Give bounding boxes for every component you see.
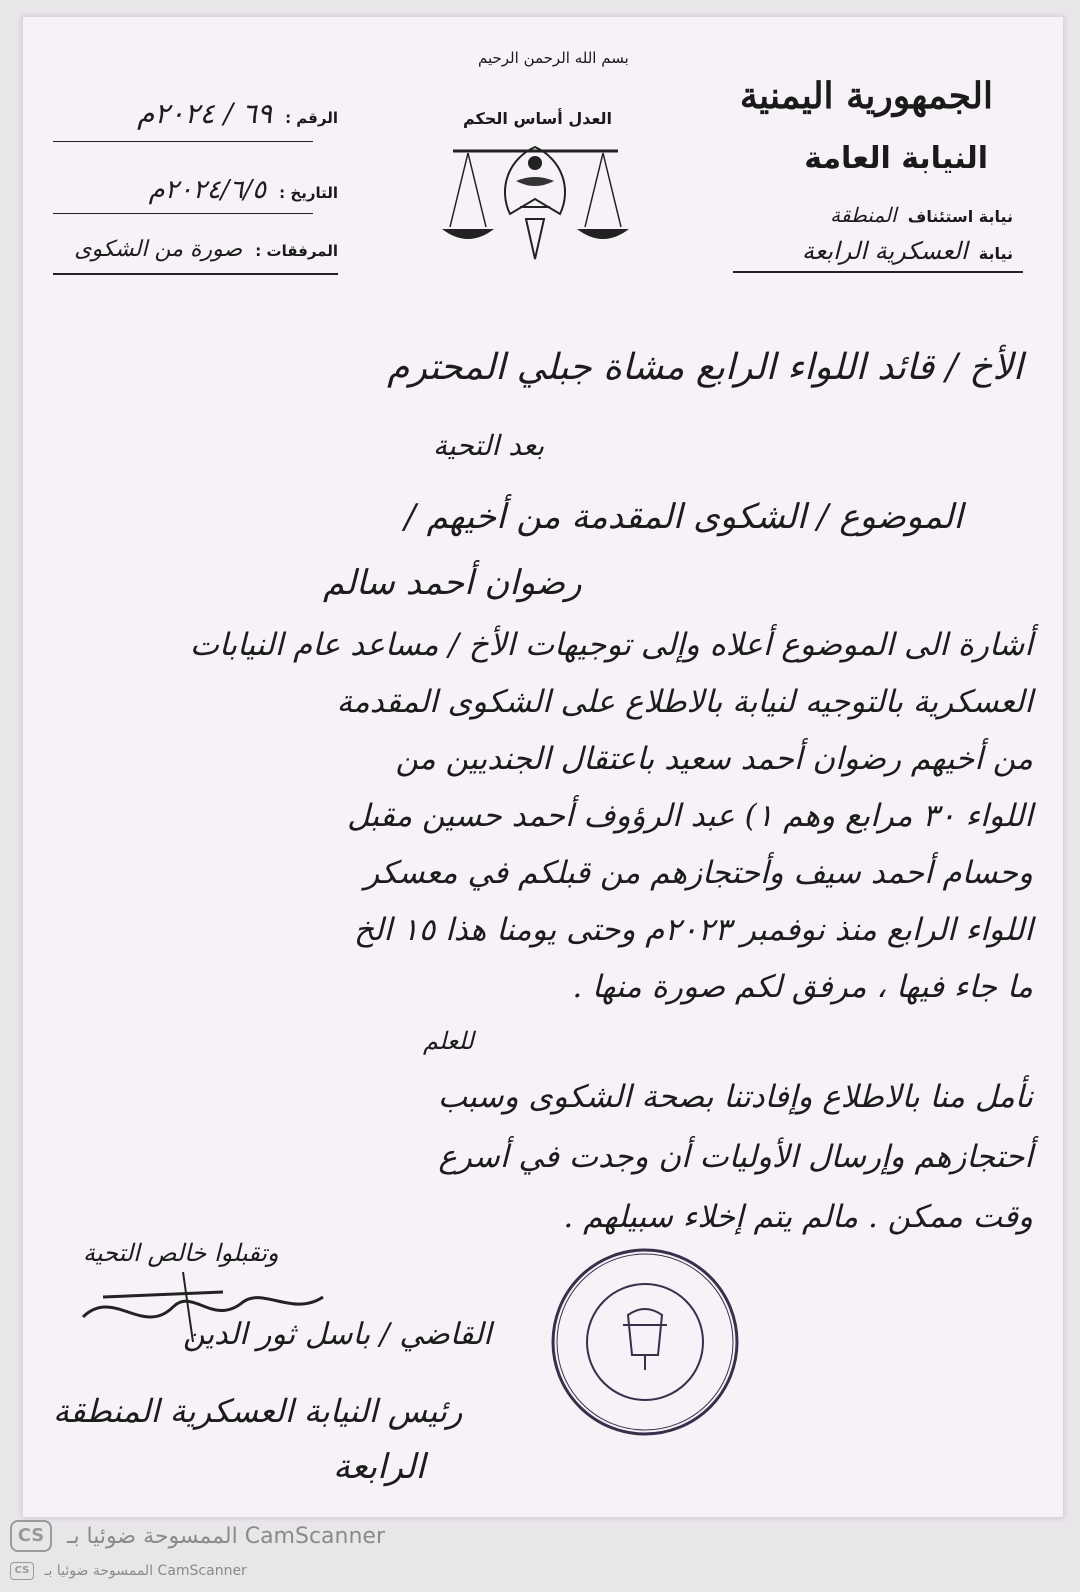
attachments-row (53, 237, 338, 262)
greeting-line: بعد التحية (433, 429, 545, 462)
camscanner-text-2: الممسوحة ضوئيا بـ CamScanner (44, 1563, 247, 1579)
camscanner-text-1: الممسوحة ضوئيا بـ CamScanner (67, 1523, 385, 1549)
attachments-label: المرفقات : (255, 242, 338, 260)
office-label-2: نيابة (978, 244, 1013, 263)
subject-line-1: الموضوع / الشكوى المقدمة من أخيهم / (404, 497, 963, 537)
office-line-2 (802, 237, 1013, 265)
margin-note: للعلم (423, 1027, 474, 1055)
camscanner-logo-icon-small: CS (10, 1562, 34, 1580)
date-underline (53, 213, 313, 214)
p2-line: نأمل منا بالاطلاع وإفادتنا بصحة الشكوى وسبب (437, 1079, 1033, 1115)
p1-line: ما جاء فيها ، مرفق لكم صورة منها . (572, 969, 1033, 1005)
country-name: الجمهورية اليمنية (739, 75, 993, 117)
office-value-2: العسكرية الرابعة (801, 237, 968, 265)
header-rule-right (733, 271, 1023, 273)
p1-line: وحسام أحمد سيف وأحتجازهم من قبلكم في معسكر (364, 855, 1033, 891)
office-label-1: نيابة استئناف (907, 207, 1013, 226)
document-sheet (22, 16, 1064, 1518)
p1-line: من أخيهم رضوان أحمد سعيد باعتقال الجنديين من (395, 741, 1033, 777)
paragraph-1 (43, 617, 1033, 1016)
number-label: الرقم : (285, 109, 338, 127)
office-value-1: المنطقة (830, 203, 897, 227)
attachments-value: صورة من الشكوى (74, 237, 243, 262)
header-rule-left (53, 273, 338, 275)
p2-line: أحتجازهم وإرسال الأوليات أن وجدت في أسرع (438, 1139, 1033, 1175)
subject-line-2: رضوان أحمد سالم (323, 563, 582, 603)
scales-eagle-emblem (428, 129, 643, 269)
basmala: بسم الله الرحمن الرحيم (478, 49, 629, 67)
authority-name: النيابة العامة (804, 141, 988, 176)
camscanner-footer-1 (10, 1520, 1080, 1552)
p1-line: العسكرية بالتوجيه لنيابة بالاطلاع على الشكوى المقدمة (336, 684, 1033, 720)
p1-line: اللواء الرابع منذ نوفمبر ٢٠٢٣م وحتى يومنا هذا ١٥ الخ (354, 912, 1033, 948)
number-underline (53, 141, 313, 142)
signatory-position-2: الرابعة (333, 1447, 426, 1487)
camscanner-logo-icon: CS (10, 1520, 52, 1552)
date-value: ٢٠٢٤/٦/٥م (148, 175, 267, 205)
motto: العدل أساس الحكم (463, 109, 612, 128)
signatory-position-1: رئيس النيابة العسكرية المنطقة (53, 1392, 463, 1430)
number-row (53, 97, 338, 130)
p2-line: وقت ممكن . مالم يتم إخلاء سبيلهم . (563, 1199, 1033, 1235)
p1-line: اللواء ٣٠ مرابع وهم ١) عبد الرؤوف أحمد حسين مقبل (347, 798, 1033, 834)
p1-line: أشارة الى الموضوع أعلاه وإلى توجيهات الأخ / مساعد عام النيابات (189, 627, 1033, 663)
office-line-1 (830, 203, 1013, 227)
signatory-title: القاضي / باسل ثور الدين (183, 1317, 492, 1352)
paragraph-2 (43, 1067, 1033, 1247)
date-row (53, 175, 338, 205)
date-label: التاريخ : (279, 184, 338, 202)
addressee-line: الأخ / قائد اللواء الرابع مشاة جبلي المحترم (387, 347, 1023, 388)
official-stamp (548, 1245, 743, 1440)
number-value: ٦٩ / ٢٠٢٤م (137, 97, 272, 130)
camscanner-footer-2 (10, 1562, 1080, 1580)
closing-line: وتقبلوا خالص التحية (83, 1239, 279, 1267)
